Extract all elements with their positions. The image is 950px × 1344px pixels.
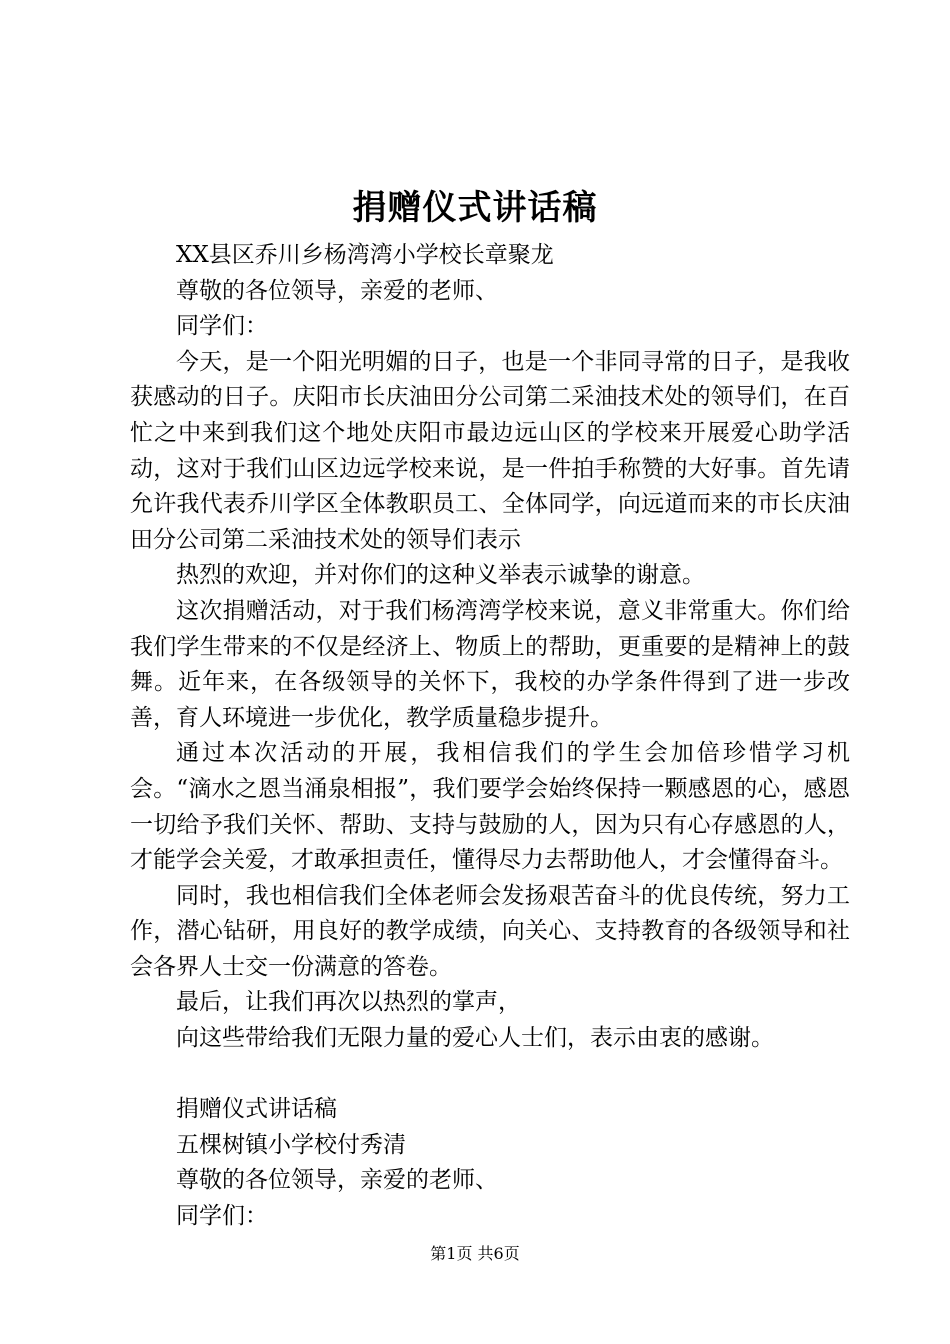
blank-line	[130, 1057, 850, 1093]
paragraph-salutation: 尊敬的各位领导，亲爱的老师、	[176, 1167, 498, 1194]
paragraph-salutation: 尊敬的各位领导，亲爱的老师、	[176, 277, 498, 304]
paragraph-body: 热烈的欢迎，并对你们的这种义举表示诚挚的谢意。	[176, 562, 705, 589]
paragraph-author-2: 五棵树镇小学校付秀清	[176, 1131, 406, 1158]
document-title: 捐赠仪式讲话稿	[352, 188, 598, 228]
paragraph-body: 通过本次活动的开展，我相信我们的学生会加倍珍惜学习机会。“滴水之恩当涌泉相报”，我们要学会始终保持一颗感恩的心，感恩一切给予我们关怀、帮助、支持与鼓励的人，因为只有心存感恩的人，才能学会关爱，才敢承担责任，懂得尽力去帮助他人，才会懂得奋斗。	[130, 740, 850, 874]
paragraph-body: 最后，让我们再次以热烈的掌声，	[176, 989, 521, 1016]
paragraph-second-title: 捐赠仪式讲话稿	[176, 1096, 337, 1123]
paragraph-body: 这次捐赠活动，对于我们杨湾湾学校来说，意义非常重大。你们给我们学生带来的不仅是经济上、物质上的帮助，更重要的是精神上的鼓舞。近年来，在各级领导的关怀下，我校的办学条件得到了进一步改善，育人环境进一步优化，教学质量稳步提升。	[130, 597, 850, 731]
paragraph-salutation-2: 同学们：	[176, 313, 268, 340]
paragraph-body: 同时，我也相信我们全体老师会发扬艰苦奋斗的优良传统，努力工作，潜心钻研，用良好的教学成绩，向关心、支持教育的各级领导和社会各界人士交一份满意的答卷。	[130, 882, 850, 980]
paragraph-author: XX县区乔川乡杨湾湾小学校长章聚龙	[176, 242, 554, 268]
paragraph-salutation-2: 同学们：	[176, 1203, 268, 1230]
paragraph-body: 向这些带给我们无限力量的爱心人士们，表示由衷的感谢。	[176, 1025, 774, 1052]
page-number-footer: 第1页 共6页	[430, 1244, 520, 1263]
document-body	[130, 238, 850, 1235]
paragraph-body: 今天，是一个阳光明媚的日子，也是一个非同寻常的日子，是我收获感动的日子。庆阳市长庆油田分公司第二采油技术处的领导们，在百忙之中来到我们这个地处庆阳市最边远山区的学校来开展爱心助学活动，这对于我们山区边远学校来说，是一件拍手称赞的大好事。首先请允许我代表乔川学区全体教职员工、全体同学，向远道而来的市长庆油田分公司第二采油技术处的领导们表示	[130, 348, 850, 553]
